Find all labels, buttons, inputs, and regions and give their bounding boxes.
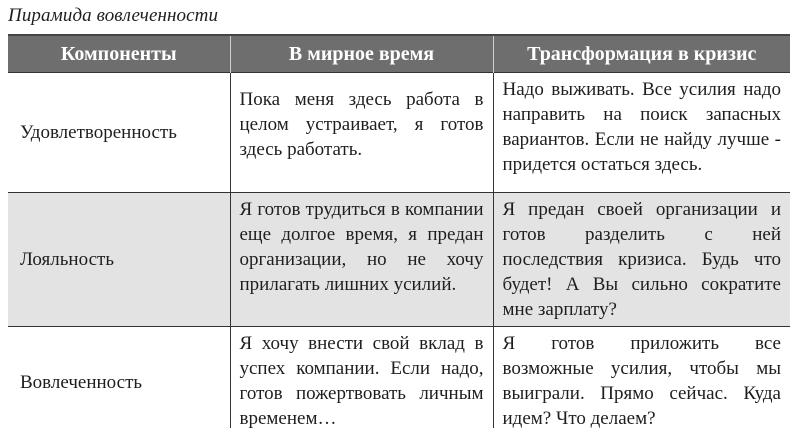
component-cell: Удовлетворенность xyxy=(8,73,230,193)
header-peacetime: В мирное время xyxy=(230,35,493,73)
table-caption: Пирамида вовлеченности xyxy=(8,5,219,26)
crisis-cell: Я готов приложить все возможные усилия, чтобы мы выиграли. Прямо сейчас. Куда идем? Что делаем? xyxy=(493,327,790,428)
header-components: Компоненты xyxy=(8,35,230,73)
table-row xyxy=(8,327,790,428)
header-crisis: Трансформация в кризис xyxy=(493,35,790,73)
crisis-cell: Надо выживать. Все усилия надо направить на поиск запасных вариантов. Если не найду лучше - придется остаться здесь. xyxy=(493,73,790,193)
engagement-table xyxy=(8,34,790,428)
peacetime-cell: Пока меня здесь работа в целом устраивает, я готов здесь работать. xyxy=(230,73,493,193)
peacetime-cell: Я готов трудиться в компании еще долгое время, я предан организации, но не хочу прилагать лишних усилий. xyxy=(230,193,493,327)
component-cell: Лояльность xyxy=(8,193,230,327)
table-row xyxy=(8,193,790,327)
peacetime-cell: Я хочу внести свой вклад в успех компании. Если надо, готов пожертвовать личным временем… xyxy=(230,327,493,428)
component-cell: Вовлеченность xyxy=(8,327,230,428)
crisis-cell: Я предан своей организации и готов разделить с ней последствия кризиса. Будь что будет! А Вы сильно сократите мне зарплату? xyxy=(493,193,790,327)
header-row xyxy=(8,35,790,73)
table-row xyxy=(8,73,790,193)
